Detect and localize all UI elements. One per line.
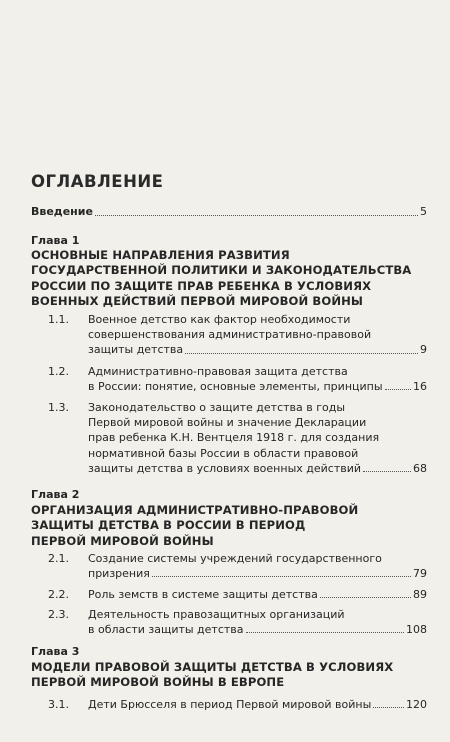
section-number: 1.2.	[48, 365, 69, 378]
dot-leader	[320, 596, 411, 598]
section-number: 2.1.	[48, 552, 69, 565]
chapter-2-title-line: ПЕРВОЙ МИРОВОЙ ВОЙНЫ	[31, 533, 214, 548]
section-title-line: Создание системы учреждений государственного	[88, 552, 382, 565]
section-title-line: в области защиты детства	[88, 623, 244, 637]
chapter-3-title-line: МОДЕЛИ ПРАВОВОЙ ЗАЩИТЫ ДЕТСТВА В УСЛОВИЯХ	[31, 660, 394, 674]
section-page: 89	[413, 587, 427, 601]
section-page: 120	[406, 697, 427, 711]
chapter-1-label: Глава 1	[31, 234, 80, 247]
section-number: 2.3.	[48, 608, 69, 621]
section-number: 1.1.	[48, 313, 69, 326]
section-title-line: Роль земств в системе защиты детства	[88, 587, 318, 601]
chapter-1-title-line: ГОСУДАРСТВЕННОЙ ПОЛИТИКИ И ЗАКОНОДАТЕЛЬСТВА	[31, 263, 412, 278]
section-title-line: Военное детство как фактор необходимости	[88, 313, 351, 326]
section-title-line: нормативной базы России в области правовой	[88, 446, 359, 460]
section-number: 1.3.	[48, 401, 69, 414]
dot-leader	[152, 575, 411, 577]
chapter-3-label: Глава 3	[31, 645, 80, 658]
section-title-line: Законодательство о защите детства в годы	[88, 401, 346, 414]
dot-leader	[95, 214, 418, 216]
chapter-1-title-line: ВОЕННЫХ ДЕЙСТВИЙ ПЕРВОЙ МИРОВОЙ ВОЙНЫ	[31, 293, 364, 308]
toc-entry-intro[interactable]	[31, 205, 427, 219]
section-page: 16	[413, 380, 427, 394]
section-title-line: совершенствования административно-правовой	[88, 328, 372, 342]
section-title-line: Первой мировой войны и значение Декларации	[88, 416, 367, 430]
section-title-line: Дети Брюсселя в период Первой мировой войны	[88, 697, 372, 711]
toc-title: ОГЛАВЛЕНИЕ	[31, 172, 164, 191]
dot-leader	[385, 388, 411, 390]
section-title-line: в России: понятие, основные элементы, принципы	[88, 380, 383, 394]
toc-page	[31, 0, 427, 742]
chapter-1-title-line: ОСНОВНЫЕ НАПРАВЛЕНИЯ РАЗВИТИЯ	[31, 248, 290, 262]
section-page: 9	[420, 343, 427, 357]
chapter-2-title[interactable]	[31, 503, 358, 549]
section-page: 108	[406, 623, 427, 637]
chapter-3-title[interactable]	[31, 660, 393, 691]
section-title-line: Административно-правовая защита детства	[88, 365, 348, 378]
section-title-line: Деятельность правозащитных организаций	[88, 608, 345, 621]
section-number: 3.1.	[48, 698, 69, 711]
chapter-2-label: Глава 2	[31, 488, 80, 501]
chapter-2-title-line: ОРГАНИЗАЦИЯ АДМИНИСТРАТИВНО-ПРАВОВОЙ	[31, 503, 359, 517]
section-title-line: призрения	[88, 567, 150, 581]
section-title-line: защиты детства	[88, 343, 184, 357]
dot-leader	[185, 352, 418, 354]
chapter-3-title-line: ПЕРВОЙ МИРОВОЙ ВОЙНЫ В ЕВРОПЕ	[31, 675, 285, 690]
dot-leader	[373, 706, 404, 708]
section-page: 79	[413, 567, 427, 581]
intro-page: 5	[420, 205, 427, 218]
section-number: 2.2.	[48, 588, 69, 601]
chapter-1-title-line: РОССИИ ПО ЗАЩИТЕ ПРАВ РЕБЕНКА В УСЛОВИЯХ	[31, 278, 372, 293]
intro-label: Введение	[31, 205, 93, 218]
dot-leader	[363, 470, 411, 472]
section-page: 68	[413, 461, 427, 475]
dot-leader	[246, 631, 404, 633]
chapter-2-title-line: ЗАЩИТЫ ДЕТСТВА В РОССИИ В ПЕРИОД	[31, 518, 306, 533]
section-title-line: прав ребенка К.Н. Вентцеля 1918 г. для создания	[88, 431, 380, 445]
section-title-line: защиты детства в условиях военных действий	[88, 461, 362, 475]
chapter-1-title[interactable]	[31, 248, 411, 309]
